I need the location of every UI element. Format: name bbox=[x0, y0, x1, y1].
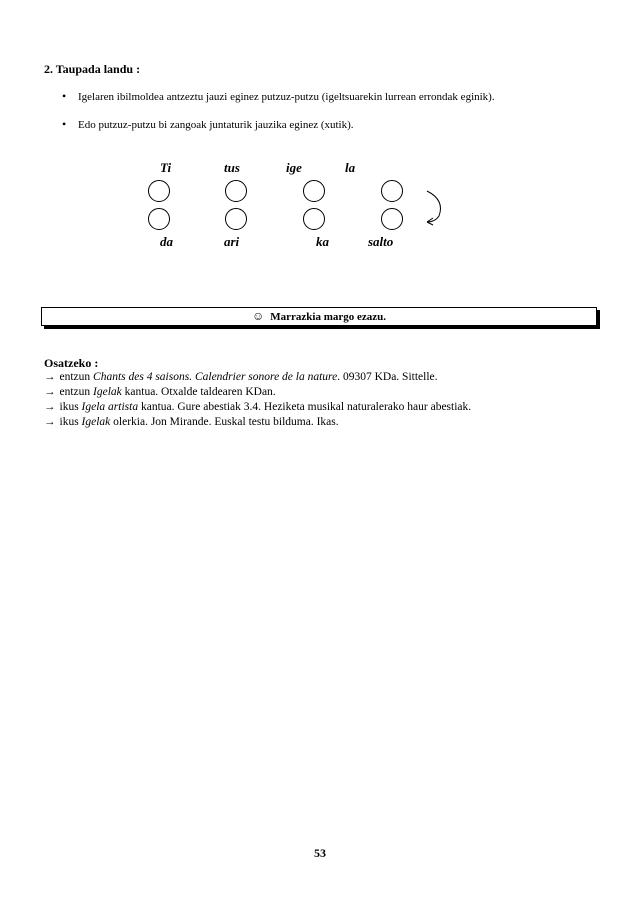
rhythm-circle bbox=[381, 208, 403, 230]
ref-detail: kantua. Otxalde taldearen KDan. bbox=[121, 386, 276, 398]
bullet-text: Igelaren ibilmoldea antzeztu jauzi eginez putzuz-putzu (igeltsuarekin lurrean errondak eginik). bbox=[78, 91, 495, 103]
rhythm-circle bbox=[148, 180, 170, 202]
bullet-item bbox=[62, 89, 495, 104]
section-title: 2. Taupada landu : bbox=[44, 62, 141, 76]
rhythm-circle bbox=[225, 180, 247, 202]
reference-item bbox=[44, 416, 339, 428]
bullet-dot: • bbox=[62, 89, 67, 103]
reference-item bbox=[44, 401, 471, 413]
reference-item bbox=[44, 371, 438, 383]
ref-title: Igelak bbox=[93, 386, 122, 398]
syllable-top: ige bbox=[286, 160, 302, 175]
rhythm-circle bbox=[303, 180, 325, 202]
ref-verb: ikus bbox=[59, 401, 82, 413]
bullet-item bbox=[62, 117, 354, 132]
ref-verb: entzun bbox=[59, 386, 94, 398]
references-heading: Osatzeko : bbox=[44, 356, 99, 370]
arrow-right-icon: → bbox=[44, 386, 56, 398]
syllable-top: la bbox=[345, 160, 356, 175]
syllable-top: Ti bbox=[160, 160, 172, 175]
ref-detail: kantua. Gure abestiak 3.4. Heziketa musikal naturalerako haur abestiak. bbox=[138, 401, 472, 413]
ref-verb: entzun bbox=[59, 371, 94, 383]
syllable-top: tus bbox=[224, 160, 240, 175]
reference-item bbox=[44, 386, 276, 398]
rhythm-circle bbox=[381, 180, 403, 202]
arrow-right-icon: → bbox=[44, 371, 56, 383]
rhythm-circle bbox=[148, 208, 170, 230]
syllable-bottom: ari bbox=[224, 234, 240, 249]
syllable-bottom: da bbox=[160, 234, 173, 249]
rhythm-circle bbox=[225, 208, 247, 230]
ref-title: Igelak bbox=[81, 416, 111, 428]
syllable-bottom: salto bbox=[368, 234, 394, 249]
curved-arrow-icon bbox=[423, 188, 447, 228]
ref-detail: olerkia. Jon Mirande. Euskal testu bilduma. Ikas. bbox=[110, 416, 339, 428]
instruction-banner bbox=[41, 307, 597, 326]
ref-verb: ikus bbox=[59, 416, 82, 428]
ref-detail: . 09307 KDa. Sittelle. bbox=[337, 371, 438, 383]
bullet-dot: • bbox=[62, 117, 67, 131]
syllable-bottom: ka bbox=[316, 234, 329, 249]
smiley-icon: ☺ bbox=[251, 309, 265, 323]
ref-title: Igela artista bbox=[81, 401, 139, 413]
arrow-right-icon: → bbox=[44, 401, 56, 413]
rhythm-circle bbox=[303, 208, 325, 230]
banner-text: Marrazkia margo ezazu. bbox=[270, 310, 387, 323]
arrow-right-icon: → bbox=[44, 416, 56, 428]
bullet-text: Edo putzuz-putzu bi zangoak juntaturik jauzika eginez (xutik). bbox=[78, 119, 354, 131]
page-number: 53 bbox=[314, 846, 326, 860]
ref-title: Chants des 4 saisons. Calendrier sonore de la nature bbox=[93, 371, 338, 383]
